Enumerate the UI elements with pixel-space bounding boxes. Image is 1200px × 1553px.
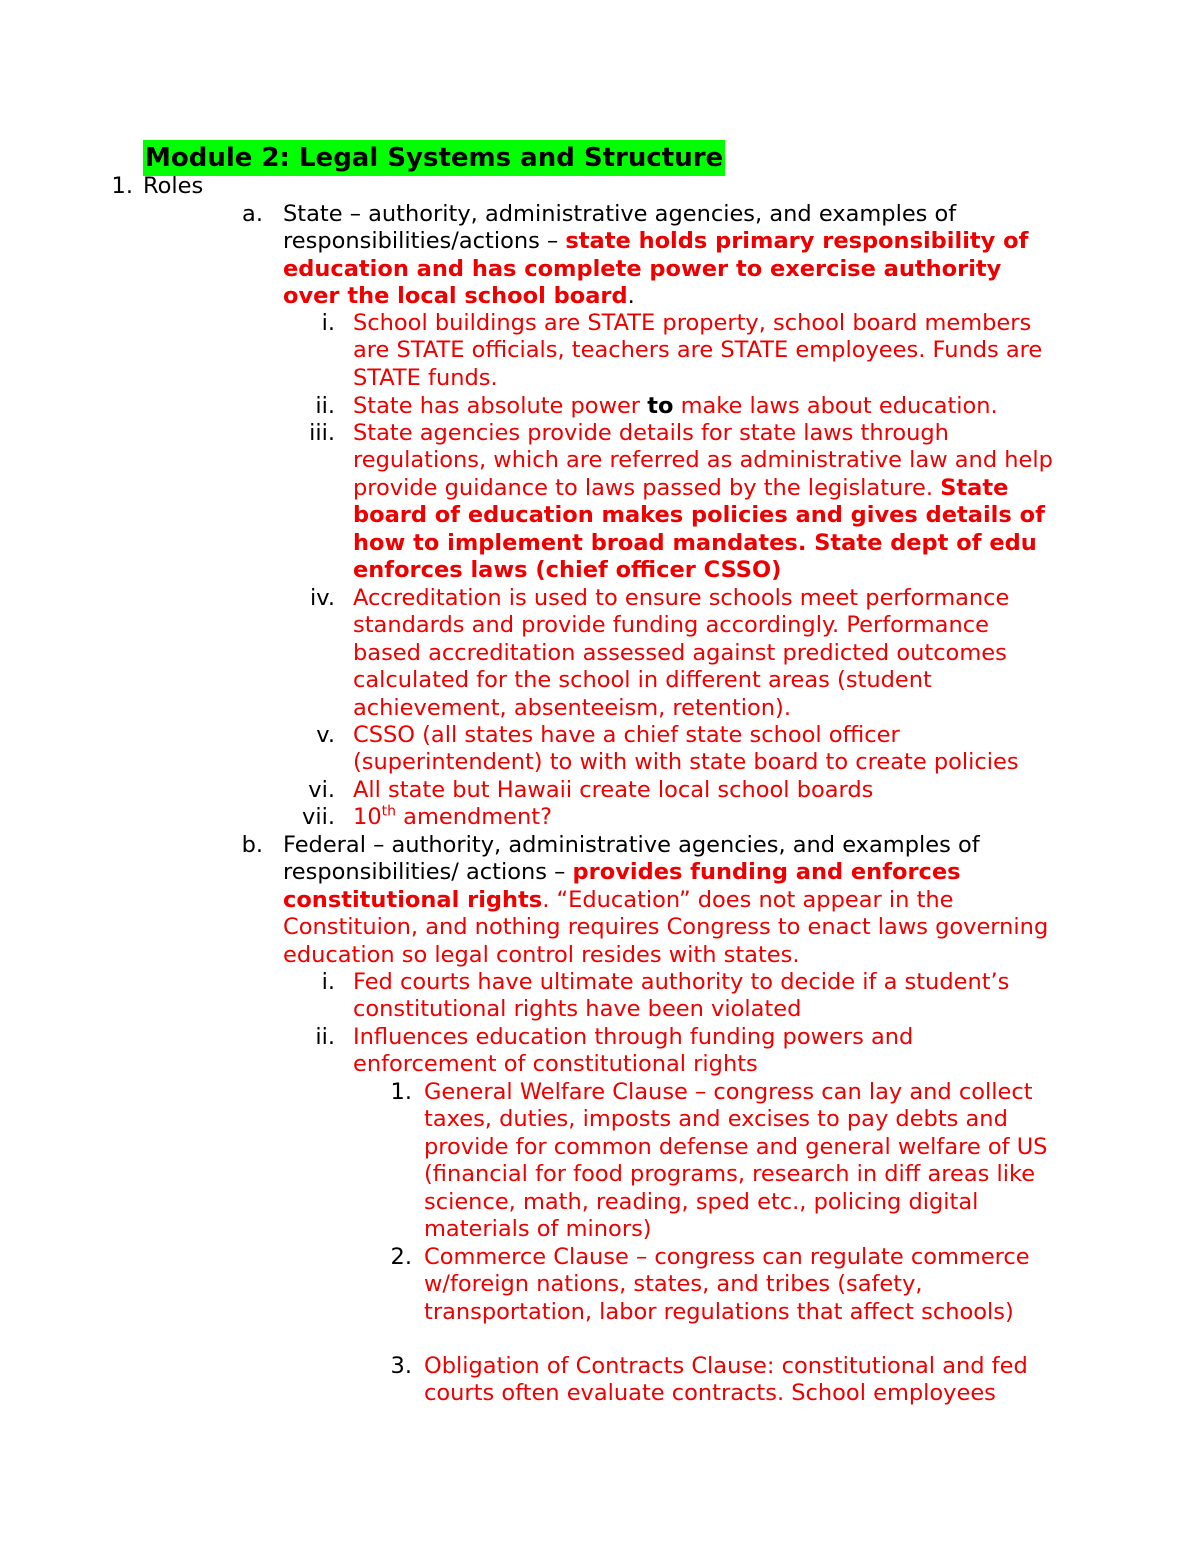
- state-item-text: 10: [353, 804, 382, 830]
- state-item-iii: [309, 420, 1053, 584]
- state-end: .: [627, 283, 635, 310]
- clause-item-3: [390, 1353, 1064, 1408]
- state-item-bold: State board of education makes policies and gives details of how to implement broad mandates. State dept of edu enforces laws (chief officer CSSO): [353, 474, 1045, 584]
- list-marker: 3.: [390, 1353, 412, 1379]
- state-intro: State – authority, administrative agencies, and examples of responsibilities/actions –: [283, 201, 957, 255]
- federal-item-i: [321, 969, 1053, 1024]
- list-item-state: [242, 201, 1063, 311]
- list-marker: 1.: [111, 173, 133, 199]
- list-marker: 2.: [390, 1244, 412, 1270]
- clause-text: Obligation of Contracts Clause: constitutional and fed courts often evaluate contracts. School employees: [424, 1353, 1028, 1407]
- clause-text: General Welfare Clause – congress can lay and collect taxes, duties, imposts and excises to pay debts and provide for common defense and general welfare of US (financial for food programs, research in diff areas like science, math, reading, sped etc., policing digital materials of minors): [424, 1079, 1048, 1243]
- list-item-roles: [111, 173, 1023, 200]
- list-marker: iv.: [310, 585, 335, 611]
- list-marker: i.: [321, 969, 335, 995]
- list-marker: vii.: [302, 804, 335, 830]
- federal-item-text: Fed courts have ultimate authority to decide if a student’s constitutional rights have been violated: [353, 969, 1010, 1023]
- federal-intro: Federal – authority, administrative agencies, and examples of responsibilities/ actions –: [283, 832, 980, 886]
- superscript: th: [381, 803, 397, 820]
- state-item-text: State has absolute power: [353, 393, 648, 419]
- clause-text: Commerce Clause – congress can regulate commerce w/foreign nations, states, and tribes (safety, transportation, labor regulations that affect schools): [424, 1244, 1030, 1325]
- list-marker: ii.: [315, 393, 335, 419]
- state-item-ii: [315, 393, 1053, 420]
- state-item-iv: [310, 585, 1053, 722]
- list-item-federal: [241, 832, 1063, 969]
- list-marker: a.: [242, 201, 263, 227]
- list-marker: vi.: [308, 777, 335, 803]
- state-item-i: [321, 310, 1053, 392]
- state-bold-text: state holds primary responsibility of education and has complete power to exercise authority over the local school board: [283, 228, 1029, 310]
- state-item-text: School buildings are STATE property, school board members are STATE officials, teachers are STATE employees. Funds are STATE funds.: [353, 310, 1043, 391]
- state-item-text: State agencies provide details for state laws through regulations, which are referred as administrative law and help provide guidance to laws passed by the legislature.: [353, 420, 1053, 501]
- roles-label: Roles: [143, 173, 204, 199]
- federal-item-text: Influences education through funding powers and enforcement of constitutional rights: [353, 1024, 914, 1078]
- state-item-text: Accreditation is used to ensure schools meet performance standards and provide funding accordingly. Performance based accreditation assessed against predicted outcomes calculated for the school in different areas (student achievement, absenteeism, retention).: [353, 585, 1010, 721]
- state-item-text: All state but Hawaii create local school boards: [353, 777, 874, 803]
- state-item-bold: to: [647, 393, 674, 419]
- state-item-v: [316, 722, 1053, 777]
- federal-end: . “Education” does not appear in the Constituion, and nothing requires Congress to enact laws governing education so legal control resides with states.: [283, 886, 1049, 968]
- state-item-vi: [308, 777, 1053, 804]
- state-item-vii: [302, 803, 1053, 831]
- list-marker: v.: [316, 722, 335, 748]
- clause-item-2: [390, 1244, 1064, 1326]
- clause-item-1: [390, 1079, 1064, 1243]
- list-marker: i.: [321, 310, 335, 336]
- federal-bold-text: provides funding and enforces constitutional rights: [283, 859, 961, 913]
- state-item-text-end: amendment?: [396, 804, 553, 830]
- state-item-text-end: make laws about education.: [673, 393, 998, 419]
- module-title: Module 2: Legal Systems and Structure: [143, 140, 725, 176]
- state-item-text: CSSO (all states have a chief state school officer (superintendent) to with with state board to create policies: [353, 722, 1019, 776]
- list-marker: ii.: [315, 1024, 335, 1050]
- list-marker: 1.: [390, 1079, 412, 1105]
- federal-item-ii: [315, 1024, 1053, 1079]
- list-marker: b.: [241, 832, 263, 858]
- list-marker: iii.: [309, 420, 335, 446]
